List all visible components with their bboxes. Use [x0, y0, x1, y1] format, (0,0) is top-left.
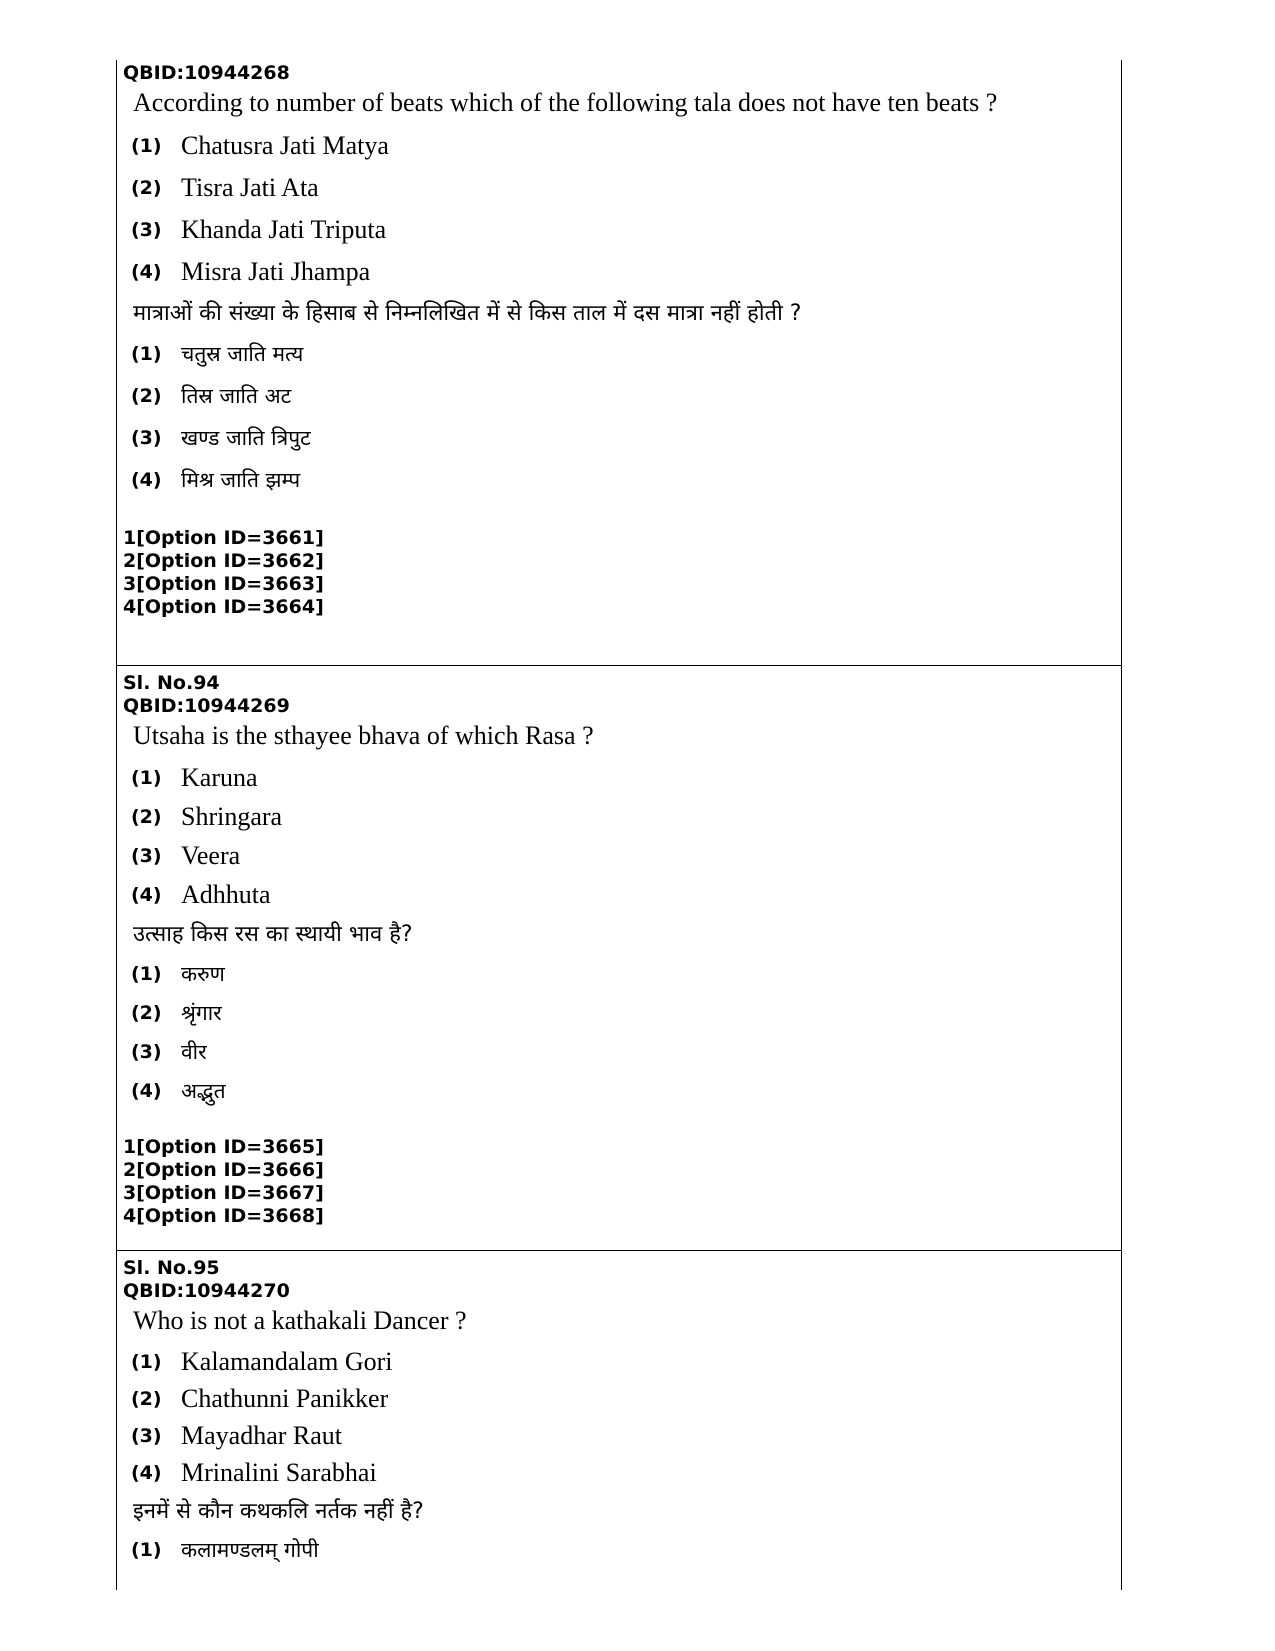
- option-number: (4): [131, 469, 162, 491]
- qbid: QBID:10944269: [123, 695, 290, 717]
- option-text: Mrinalini Sarabhai: [181, 1457, 377, 1487]
- question-text-en: Utsaha is the sthayee bhava of which Rasa ?: [133, 721, 594, 750]
- option-id: 1[Option ID=3665]: [123, 1136, 324, 1158]
- option-en-2: [131, 1380, 1121, 1417]
- option-number: (2): [131, 385, 162, 407]
- option-hi-1: [131, 333, 1121, 375]
- question-text-en: Who is not a kathakali Dancer ?: [133, 1306, 467, 1335]
- option-number: (3): [131, 844, 162, 867]
- option-hi-2: [131, 375, 1121, 417]
- option-hi-2: [131, 993, 1121, 1032]
- option-text: तिस्र जाति अट: [181, 384, 292, 408]
- option-text: Veera: [181, 840, 241, 870]
- option-en-1: [131, 125, 1121, 167]
- question-block-95: [117, 1250, 1121, 1590]
- option-number: (3): [131, 1040, 162, 1063]
- option-number: (3): [131, 219, 162, 241]
- option-text: करुण: [181, 961, 225, 986]
- option-text: Kalamandalam Gori: [181, 1346, 393, 1376]
- qbid: QBID:10944268: [123, 62, 290, 84]
- option-number: (1): [131, 343, 162, 365]
- option-id: 2[Option ID=3662]: [123, 550, 324, 572]
- option-number: (2): [131, 177, 162, 199]
- option-number: (1): [131, 1350, 162, 1373]
- option-en-1: [131, 758, 1121, 797]
- option-text: Khanda Jati Triputa: [181, 215, 387, 244]
- option-id: 3[Option ID=3667]: [123, 1182, 324, 1204]
- option-number: (1): [131, 962, 162, 985]
- question-text-en: According to number of beats which of the following tala does not have ten beats ?: [133, 88, 998, 117]
- option-id: 2[Option ID=3666]: [123, 1159, 324, 1181]
- option-en-3: [131, 836, 1121, 875]
- question-block-93: [117, 60, 1121, 665]
- option-number: (4): [131, 261, 162, 283]
- option-en-4: [131, 251, 1121, 293]
- question-block-94: [117, 665, 1121, 1250]
- question-text-hi: इनमें से कौन कथकलि नर्तक नहीं है?: [133, 1499, 424, 1524]
- question-text-hi: मात्राओं की संख्या के हिसाब से निम्नलिखित में से किस ताल में दस मात्रा नहीं होती ?: [133, 301, 802, 326]
- option-number: (2): [131, 805, 162, 828]
- serial-number: Sl. No.95: [123, 1257, 220, 1279]
- option-id: 3[Option ID=3663]: [123, 573, 324, 595]
- option-text: Misra Jati Jhampa: [181, 257, 371, 286]
- option-text: खण्ड जाति त्रिपुट: [181, 426, 311, 450]
- question-text-hi: उत्साह किस रस का स्थायी भाव है?: [133, 922, 413, 947]
- option-text: वीर: [181, 1039, 207, 1064]
- option-number: (4): [131, 1079, 162, 1102]
- option-number: (2): [131, 1001, 162, 1024]
- option-id: 1[Option ID=3661]: [123, 527, 324, 549]
- option-hi-3: [131, 417, 1121, 459]
- option-text: Adhhuta: [181, 879, 271, 909]
- question-paper: [116, 60, 1122, 1590]
- option-en-3: [131, 1417, 1121, 1454]
- option-text: Tisra Jati Ata: [181, 173, 319, 202]
- serial-number: Sl. No.94: [123, 672, 220, 694]
- option-id-list: [123, 527, 1121, 619]
- option-text: कलामण्डलम् गोपी: [181, 1537, 319, 1562]
- option-hi-1: [131, 954, 1121, 993]
- option-text: चतुस्र जाति मत्य: [181, 342, 304, 366]
- option-text: श्रृंगार: [181, 1000, 222, 1025]
- option-text: Chatusra Jati Matya: [181, 131, 389, 160]
- option-text: अद्भुत: [181, 1078, 226, 1103]
- option-text: Karuna: [181, 762, 258, 792]
- option-id: 4[Option ID=3664]: [123, 596, 324, 618]
- option-id: 4[Option ID=3668]: [123, 1205, 324, 1227]
- option-number: (4): [131, 883, 162, 906]
- qbid: QBID:10944270: [123, 1280, 290, 1302]
- option-number: (3): [131, 427, 162, 449]
- option-hi-1: [131, 1531, 1121, 1568]
- option-text: Chathunni Panikker: [181, 1383, 389, 1413]
- option-en-3: [131, 209, 1121, 251]
- option-hi-3: [131, 1032, 1121, 1071]
- option-en-1: [131, 1343, 1121, 1380]
- option-hi-4: [131, 1071, 1121, 1110]
- option-en-4: [131, 1454, 1121, 1491]
- option-number: (1): [131, 1538, 162, 1561]
- option-number: (4): [131, 1461, 162, 1484]
- option-hi-4: [131, 459, 1121, 501]
- option-en-2: [131, 167, 1121, 209]
- option-id-list: [123, 1136, 1121, 1228]
- option-number: (1): [131, 766, 162, 789]
- option-text: Mayadhar Raut: [181, 1420, 343, 1450]
- option-en-4: [131, 875, 1121, 914]
- option-en-2: [131, 797, 1121, 836]
- option-text: Shringara: [181, 801, 283, 831]
- option-number: (2): [131, 1387, 162, 1410]
- option-text: मिश्र जाति झम्प: [181, 468, 301, 492]
- option-number: (3): [131, 1424, 162, 1447]
- option-number: (1): [131, 135, 162, 157]
